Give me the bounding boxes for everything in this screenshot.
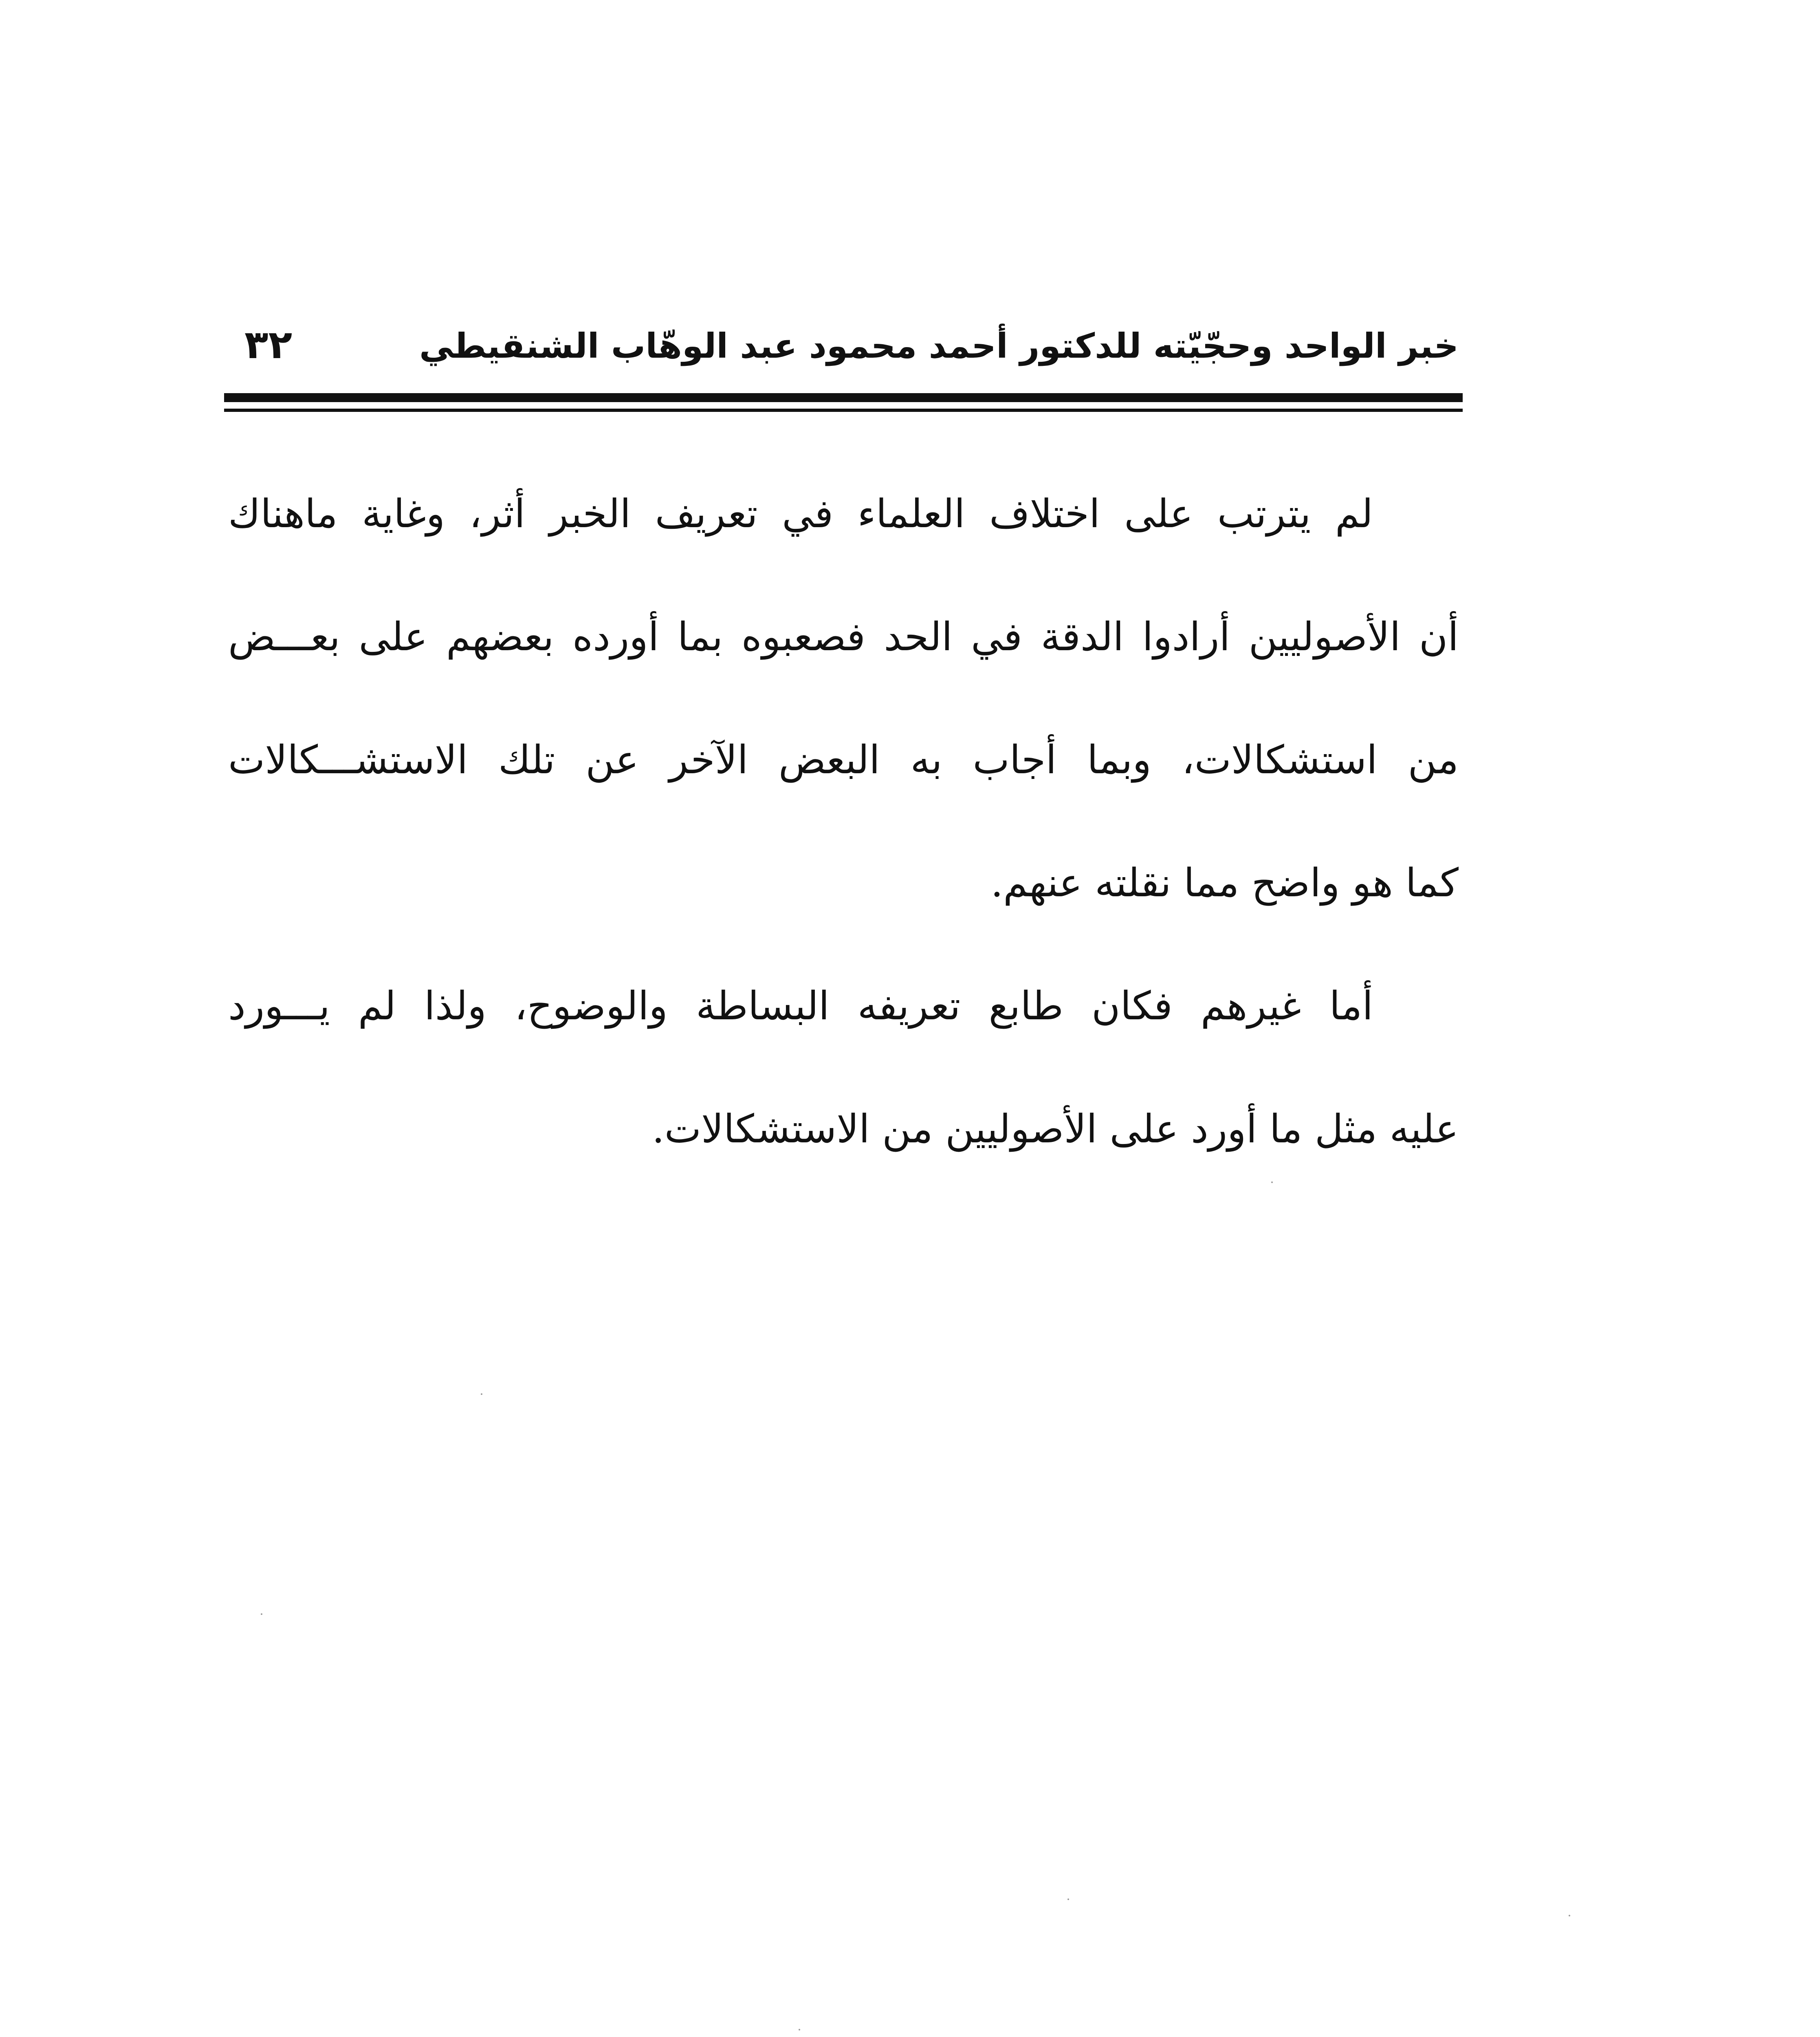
paragraph-line: عليه مثل ما أورد على الأصوليين من الاستشكالات. xyxy=(652,1106,1459,1152)
scan-speck xyxy=(1271,1181,1273,1183)
page-number: ٣٢ xyxy=(244,322,293,367)
scan-speck xyxy=(1067,1898,1069,1900)
scan-speck xyxy=(481,1393,482,1395)
paragraph-line: كما هو واضح مما نقلته عنهم. xyxy=(990,860,1459,906)
scan-speck xyxy=(261,1613,262,1615)
paragraph-line: أما غيرهم فكان طابع تعريفه البساطة والوضوح، ولذا لم يـــورد xyxy=(228,983,1373,1029)
paragraph-1 xyxy=(228,452,1459,944)
paragraph-line: أن الأصوليين أرادوا الدقة في الحد فصعبوه بما أورده بعضهم على بعـــض xyxy=(228,614,1459,660)
running-header xyxy=(228,318,1459,387)
scan-speck xyxy=(799,2029,800,2030)
header-rule-thin xyxy=(224,409,1463,412)
scan-speck xyxy=(1569,1915,1570,1916)
header-rule-thick xyxy=(224,393,1463,402)
paragraph-line: من استشكالات، وبما أجاب به البعض الآخر عن تلك الاستشـــكالات xyxy=(228,737,1459,783)
body-text xyxy=(228,452,1459,1190)
header-title: خبر الواحد وحجّيّته للدكتور أحمد محمود عبد الوهّاب الشنقيطي xyxy=(419,326,1459,366)
paragraph-2 xyxy=(228,944,1459,1190)
paragraph-line: لم يترتب على اختلاف العلماء في تعريف الخبر أثر، وغاية ماهناك xyxy=(228,491,1373,537)
